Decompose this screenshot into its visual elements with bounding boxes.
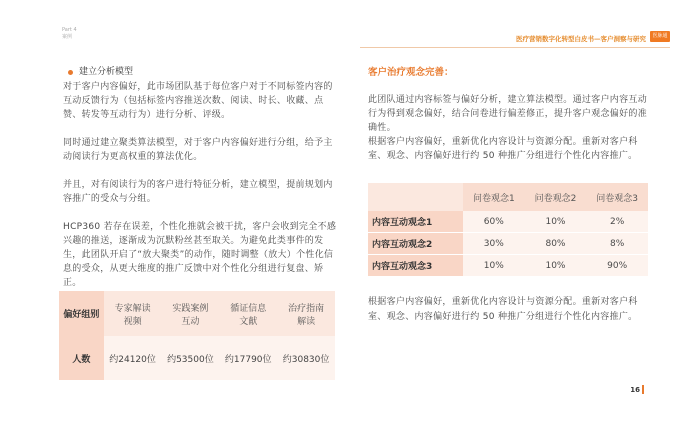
closing-paragraph: 根据客户内容偏好，重新优化内容设计与资源分配。重新对客户科室、观念、内容偏好进行约 50 种推广分组进行个性化内容推广。 bbox=[368, 297, 638, 322]
table-cell: 约24120位 bbox=[104, 336, 162, 380]
part-subtitle: 案例 bbox=[62, 34, 73, 40]
header-divider bbox=[360, 47, 670, 48]
paragraph: 根据客户内容偏好，重新优化内容设计与资源分配。重新对客户科室、观念、内容偏好进行约 50 种推广分组进行个性化内容推广。 bbox=[368, 137, 638, 161]
table-header-cell: 治疗指南 解读 bbox=[277, 291, 335, 336]
table-header-cell: 问卷观念1 bbox=[463, 183, 525, 211]
table-header-cell: 专家解读 视频 bbox=[104, 291, 162, 336]
table-cell: 8% bbox=[586, 233, 648, 255]
bullet-icon bbox=[68, 70, 73, 75]
table-header-cell: 问卷观念3 bbox=[586, 183, 648, 211]
paragraph: 此团队通过内容标签与偏好分析，建立算法模型。通过客户内容互动行为得到观念偏好，结合问卷进行偏差修正，提升客户观念偏好的准确性。 bbox=[368, 95, 648, 133]
table-cell: 10% bbox=[525, 211, 587, 233]
paragraph: 对于客户内容偏好，此市场团队基于每位客户对于不同标签内容的互动反馈行为（包括标签内容推送次数、阅读、时长、收藏、点赞、转发等互动行为）进行分析、评级。 bbox=[63, 82, 333, 120]
table-header-cell: 问卷观念2 bbox=[525, 183, 587, 211]
table-header-cell: 偏好组别 bbox=[59, 291, 104, 336]
part-number: Part 4 bbox=[62, 27, 77, 33]
table-row-label: 内容互动观念2 bbox=[368, 233, 463, 255]
table-cell: 约53500位 bbox=[161, 336, 219, 380]
page-number-accent bbox=[642, 385, 644, 394]
table-cell: 30% bbox=[463, 233, 525, 255]
table-header-cell: 循证信息 文献 bbox=[219, 291, 277, 336]
table-row bbox=[368, 233, 648, 255]
table-header-row bbox=[368, 183, 648, 211]
paragraph: 并且，对有阅读行为的客户进行特征分析，建立模型，提前规划内容推广的受众与分组。 bbox=[63, 180, 333, 204]
table-header-row bbox=[59, 291, 335, 336]
left-column bbox=[63, 66, 341, 304]
table-cell: 80% bbox=[525, 233, 587, 255]
table-header-cell: 实践案例 互动 bbox=[161, 291, 219, 336]
part-label bbox=[62, 27, 77, 41]
table-cell: 10% bbox=[463, 255, 525, 277]
table-cell: 60% bbox=[463, 211, 525, 233]
table-cell: 约17790位 bbox=[219, 336, 277, 380]
table-cell: 2% bbox=[586, 211, 648, 233]
document-title: 医疗营销数字化转型白皮书—客户洞察与研究 bbox=[516, 35, 646, 43]
paragraph: 同时通过建立聚类算法模型，对于客户内容偏好进行分组，给予主动阅读行为更高权重的算法优化。 bbox=[63, 138, 333, 162]
table-row-label: 内容互动观念3 bbox=[368, 255, 463, 277]
table-corner-cell bbox=[368, 183, 463, 211]
right-column bbox=[368, 66, 648, 163]
section-heading bbox=[63, 66, 341, 79]
brand-logo: 医脉通 bbox=[650, 31, 670, 42]
page-number: 16 bbox=[630, 386, 640, 394]
table-row bbox=[368, 211, 648, 233]
table-cell: 90% bbox=[586, 255, 648, 277]
table-row bbox=[59, 336, 335, 380]
section-title: 客户治疗观念完善： bbox=[368, 67, 454, 78]
paragraph: HCP360 若存在误差，个性化推就会被干扰，客户会收到完全不感兴趣的推送，逐渐成为沉默粉丝甚至取关。为避免此类事件的发生，此团队开启了“放大聚类”的动作，随时调整（放大）个性化信息的受众，从更大维度的推广反馈中对个性化分组进行复盘、矫正。 bbox=[63, 222, 337, 288]
section-heading-text: 建立分析模型 bbox=[79, 67, 134, 77]
table-cell: 约30830位 bbox=[277, 336, 335, 380]
table-cell: 10% bbox=[525, 255, 587, 277]
table-row bbox=[368, 255, 648, 277]
table-row-label: 内容互动观念1 bbox=[368, 211, 463, 233]
preference-group-table bbox=[59, 291, 335, 380]
concept-matrix-table bbox=[368, 183, 648, 277]
table-row-label: 人数 bbox=[59, 336, 104, 380]
